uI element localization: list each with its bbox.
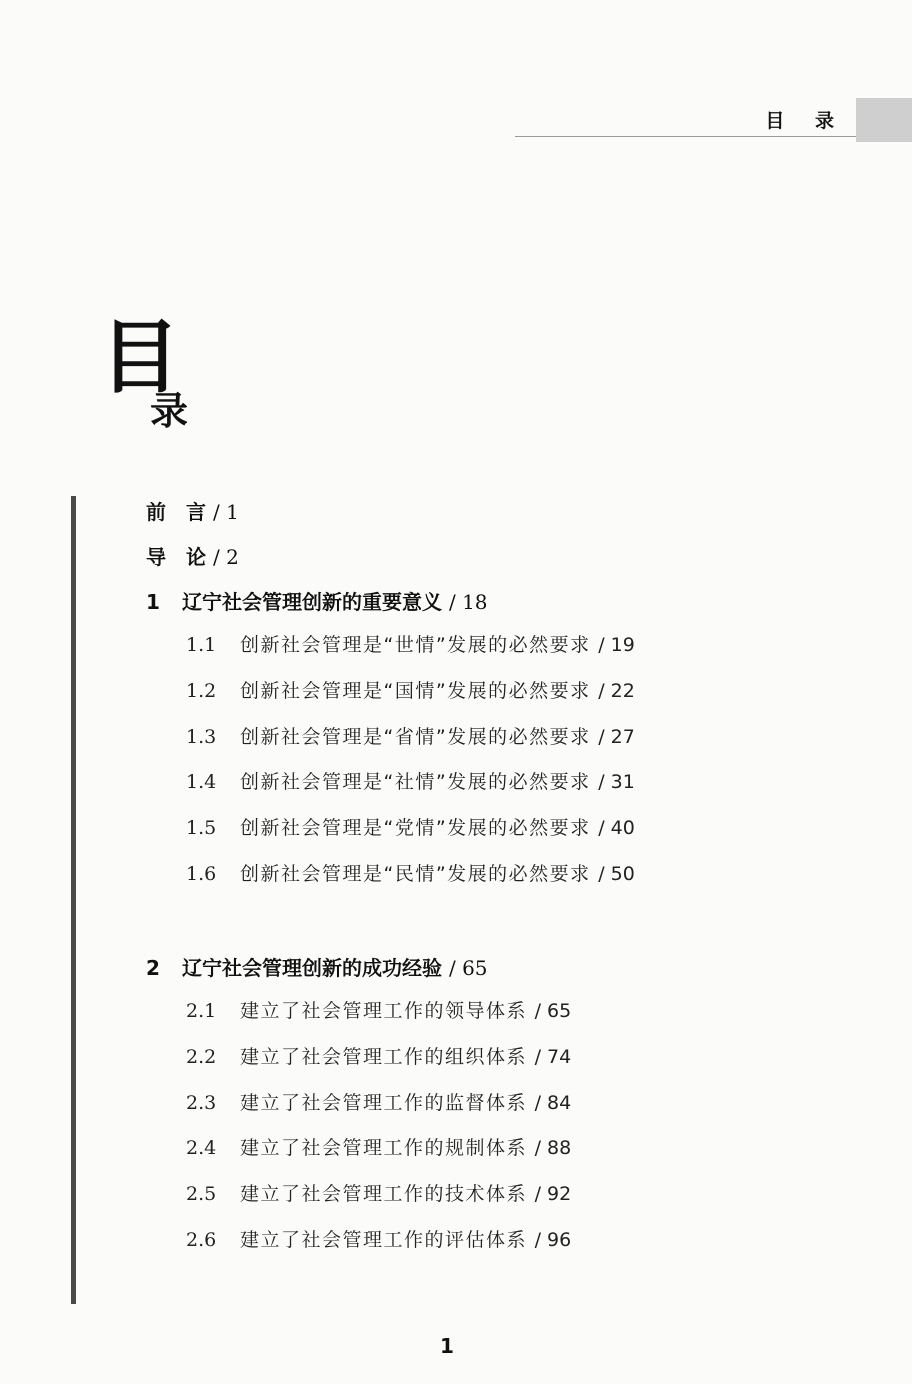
toc-page-ref: / 2 bbox=[212, 545, 239, 569]
toc-page-ref: / 22 bbox=[598, 680, 635, 702]
section-number: 1.6 bbox=[186, 863, 217, 885]
toc-section-2-2[interactable] bbox=[186, 1042, 571, 1069]
section-number: 1.1 bbox=[186, 634, 217, 656]
section-number: 1.3 bbox=[186, 726, 217, 748]
section-title: 创新社会管理是“民情”发展的必然要求 bbox=[240, 863, 591, 885]
section-number: 2.4 bbox=[186, 1137, 217, 1159]
toc-section-2-1[interactable] bbox=[186, 996, 571, 1023]
section-title: 创新社会管理是“世情”发展的必然要求 bbox=[240, 634, 591, 656]
toc-page-ref: / 40 bbox=[598, 817, 635, 839]
toc-page-ref: / 50 bbox=[598, 863, 635, 885]
section-number: 2.1 bbox=[186, 1000, 217, 1022]
toc-section-1-6[interactable] bbox=[186, 859, 635, 886]
section-title: 建立了社会管理工作的技术体系 bbox=[240, 1183, 528, 1205]
section-title: 创新社会管理是“省情”发展的必然要求 bbox=[240, 726, 591, 748]
page-title-char-1: 目 bbox=[100, 311, 180, 404]
toc-page-ref: / 18 bbox=[448, 590, 488, 614]
section-title: 建立了社会管理工作的监督体系 bbox=[240, 1092, 528, 1114]
toc-section-2-6[interactable] bbox=[186, 1225, 571, 1252]
toc-entry-intro[interactable] bbox=[146, 541, 239, 570]
header-rule bbox=[515, 136, 856, 137]
running-head: 目 录 bbox=[765, 110, 846, 132]
toc-section-2-4[interactable] bbox=[186, 1133, 571, 1160]
toc-page-ref: / 27 bbox=[598, 726, 635, 748]
toc-page-ref: / 65 bbox=[448, 956, 488, 980]
section-number: 2.5 bbox=[186, 1183, 217, 1205]
toc-page-ref: / 84 bbox=[534, 1092, 572, 1114]
section-number: 1.4 bbox=[186, 771, 217, 793]
toc-entry-label: 前 言 bbox=[146, 500, 206, 524]
toc-section-1-4[interactable] bbox=[186, 767, 635, 794]
toc-chapter-1[interactable] bbox=[146, 586, 488, 615]
section-title: 建立了社会管理工作的规制体系 bbox=[240, 1137, 528, 1159]
section-title: 创新社会管理是“党情”发展的必然要求 bbox=[240, 817, 591, 839]
header-tab bbox=[856, 98, 912, 142]
toc-chapter-2[interactable] bbox=[146, 952, 488, 981]
section-title: 建立了社会管理工作的领导体系 bbox=[240, 1000, 528, 1022]
section-number: 2.6 bbox=[186, 1229, 217, 1251]
section-title: 建立了社会管理工作的评估体系 bbox=[240, 1229, 528, 1251]
section-title: 创新社会管理是“国情”发展的必然要求 bbox=[240, 680, 591, 702]
section-title: 创新社会管理是“社情”发展的必然要求 bbox=[240, 771, 591, 793]
chapter-title: 辽宁社会管理创新的成功经验 bbox=[182, 956, 442, 980]
toc-page-ref: / 1 bbox=[212, 500, 239, 524]
chapter-number: 1 bbox=[146, 590, 160, 614]
section-number: 1.5 bbox=[186, 817, 217, 839]
toc-page-ref: / 74 bbox=[534, 1046, 572, 1068]
toc-section-1-5[interactable] bbox=[186, 813, 635, 840]
section-number: 2.3 bbox=[186, 1092, 217, 1114]
toc-section-1-1[interactable] bbox=[186, 630, 635, 657]
toc-page-ref: / 88 bbox=[534, 1137, 572, 1159]
toc-page-ref: / 92 bbox=[534, 1183, 572, 1205]
toc-left-rule bbox=[71, 496, 76, 1304]
page-number: 1 bbox=[440, 1334, 454, 1358]
section-title: 建立了社会管理工作的组织体系 bbox=[240, 1046, 528, 1068]
toc-page-ref: / 19 bbox=[598, 634, 635, 656]
section-number: 1.2 bbox=[186, 680, 217, 702]
page-title-char-2: 录 bbox=[150, 389, 189, 433]
toc-page-ref: / 31 bbox=[598, 771, 635, 793]
toc-page-ref: / 65 bbox=[534, 1000, 572, 1022]
toc-entry-label: 导 论 bbox=[146, 545, 206, 569]
toc-section-1-2[interactable] bbox=[186, 676, 635, 703]
section-number: 2.2 bbox=[186, 1046, 217, 1068]
toc-section-2-3[interactable] bbox=[186, 1088, 571, 1115]
toc-entry-preface[interactable] bbox=[146, 496, 239, 525]
chapter-number: 2 bbox=[146, 956, 160, 980]
toc-section-2-5[interactable] bbox=[186, 1179, 571, 1206]
toc-section-1-3[interactable] bbox=[186, 722, 635, 749]
chapter-title: 辽宁社会管理创新的重要意义 bbox=[182, 590, 442, 614]
toc-page-ref: / 96 bbox=[534, 1229, 572, 1251]
